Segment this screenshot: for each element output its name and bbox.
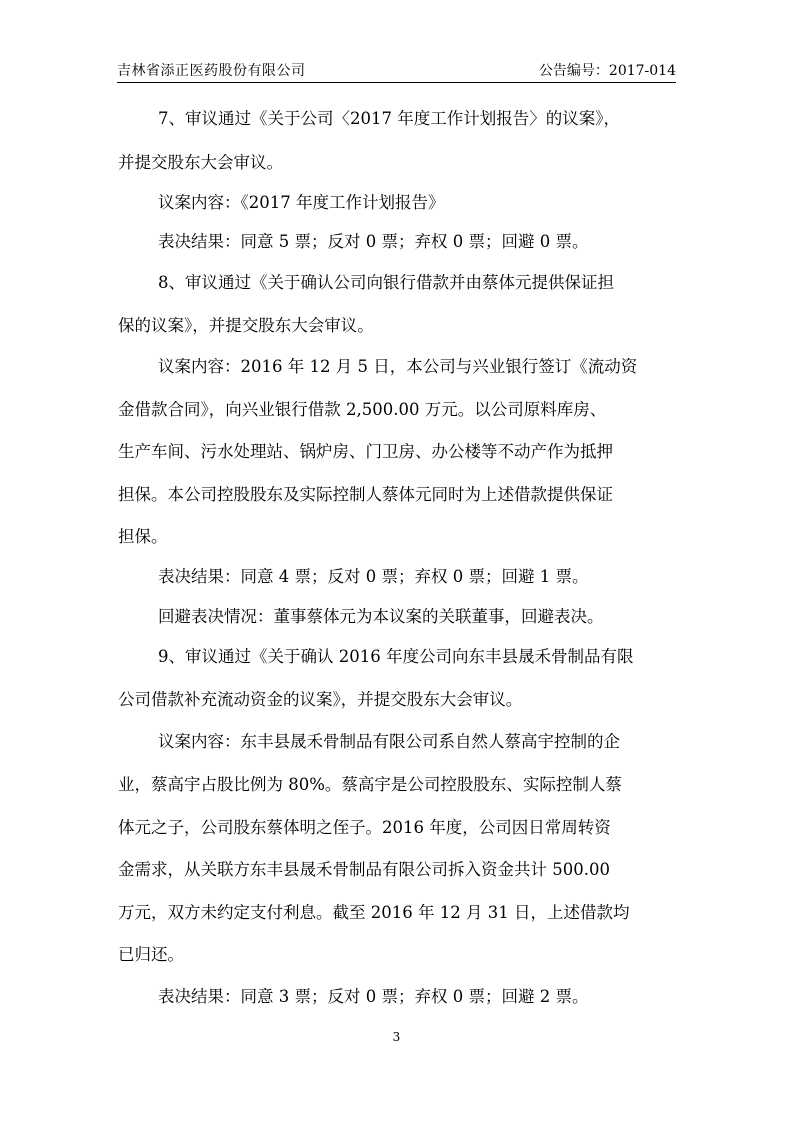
item-8-content-line-5: 担保。 [118, 527, 168, 546]
item-8-vote-result: 表决结果：同意 4 票；反对 0 票；弃权 0 票；回避 1 票。 [158, 567, 589, 586]
item-7-heading: 7、审议通过《关于公司〈2017 年度工作计划报告〉的议案》， [158, 109, 620, 128]
item-9-content-line-3: 体元之子，公司股东蔡体明之侄子。2016 年度，公司因日常周转资 [118, 818, 611, 837]
item-9-content-line-6: 已归还。 [118, 945, 184, 964]
item-8-content: 议案内容：2016 年 12 月 5 日，本公司与兴业银行签订《流动资 [158, 357, 638, 376]
item-9-heading-cont: 公司借款补充流动资金的议案》，并提交股东大会审议。 [118, 690, 523, 709]
item-8-heading: 8、审议通过《关于确认公司向银行借款并由蔡体元提供保证担 [158, 273, 614, 292]
company-name: 吉林省添正医药股份有限公司 [117, 63, 306, 79]
page-number: 3 [392, 1030, 401, 1044]
item-9-content-line-5: 万元，双方未约定支付利息。截至 2016 年 12 月 31 日，上述借款均 [118, 903, 630, 922]
item-8-content-line-3: 生产车间、污水处理站、锅炉房、门卫房、办公楼等不动产作为抵押 [118, 442, 613, 461]
item-9-content-line-4: 金需求，从关联方东丰县晟禾骨制品有限公司拆入资金共计 500.00 [118, 860, 610, 879]
item-8-heading-cont: 保的议案》，并提交股东大会审议。 [118, 316, 374, 335]
item-9-heading: 9、审议通过《关于确认 2016 年度公司向东丰县晟禾骨制品有限 [158, 647, 634, 666]
item-8-content-line-2: 金借款合同》，向兴业银行借款 2,500.00 万元。以公司原料库房、 [118, 400, 607, 419]
item-8-content-line-4: 担保。本公司控股股东及实际控制人蔡体元同时为上述借款提供保证 [118, 485, 613, 504]
item-8-recusal: 回避表决情况：董事蔡体元为本议案的关联董事，回避表决。 [158, 607, 604, 626]
item-7-vote-result: 表决结果：同意 5 票；反对 0 票；弃权 0 票；回避 0 票。 [158, 232, 589, 251]
item-9-content-line-2: 业，蔡高宇占股比例为 80%。蔡高宇是公司控股股东、实际控制人蔡 [118, 775, 622, 794]
item-7-heading-cont: 并提交股东大会审议。 [118, 153, 283, 172]
announcement-number: 公告编号：2017-014 [538, 63, 676, 79]
page-header [117, 58, 676, 83]
item-7-content: 议案内容：《2017 年度工作计划报告》 [158, 193, 445, 212]
item-9-vote-result: 表决结果：同意 3 票；反对 0 票；弃权 0 票；回避 2 票。 [158, 987, 589, 1006]
item-9-content: 议案内容：东丰县晟禾骨制品有限公司系自然人蔡高宇控制的企 [158, 732, 620, 751]
